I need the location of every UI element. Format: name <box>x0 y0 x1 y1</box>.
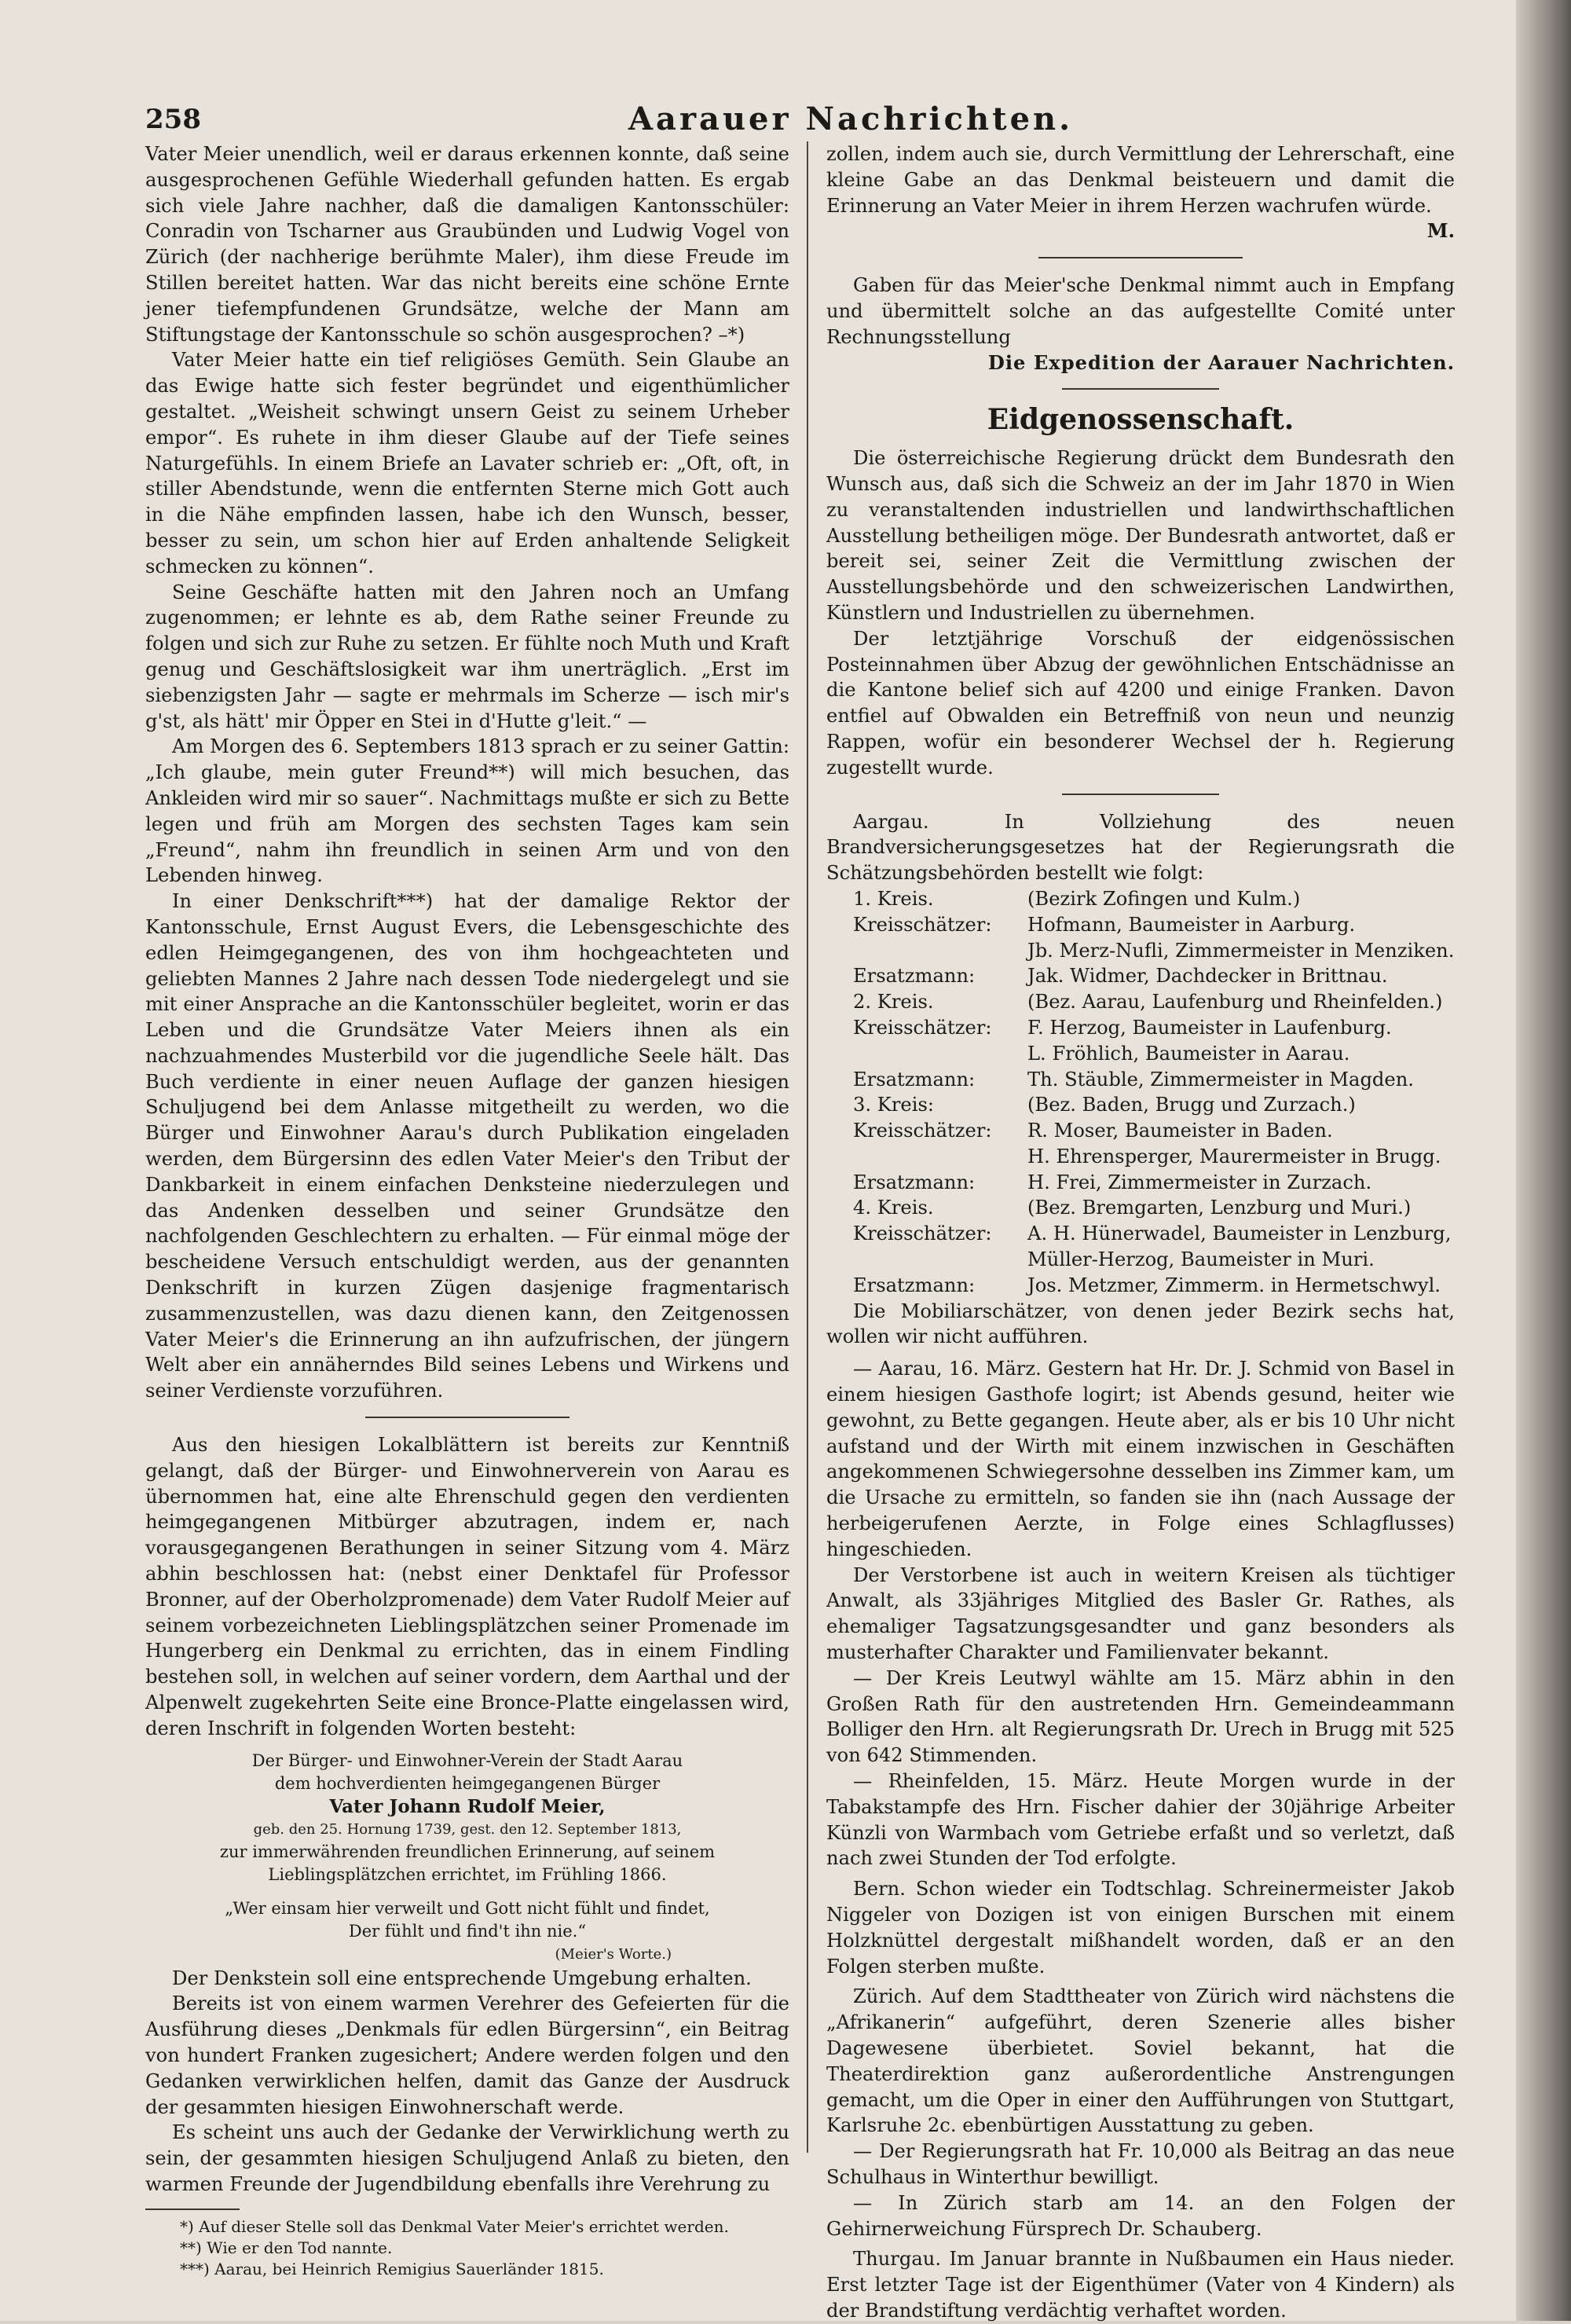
inscription-quote: Der fühlt und find't ihn nie.“ <box>348 1921 587 1941</box>
kreis-list <box>826 886 1455 1299</box>
kreis-role <box>853 1144 1027 1170</box>
kreis-row <box>853 1015 1455 1041</box>
footnote: **) Wie er den Tod nannte. <box>180 2238 393 2257</box>
kreis-role: 2. Kreis. <box>853 991 934 1014</box>
paragraph: Zürich. Auf dem Stadttheater von Zürich wird nächstens die „Afrikanerin“ aufgeführt, deren Szenerie alles bisher Dagewesene überbietet. Soviel bekannt, hat die Theaterdirektion ganz außerordentliche Anstrengungen gemacht, um die Oper in einer den Aufführungen von Stuttgart, Karlsruhe 2c. ebenbürtigen Ausstattung zu geben. <box>826 1985 1455 2137</box>
paragraph: — Der Regierungsrath hat Fr. 10,000 als Beitrag an das neue Schulhaus in Winterthur bewilligt. <box>826 2140 1455 2188</box>
binding-gutter <box>1516 0 1571 2321</box>
paragraph: Gaben für das Meier'sche Denkmal nimmt auch in Empfang und übermittelt solche an das aufgestellte Comité unter Rechnungsstellung <box>826 274 1455 348</box>
kreis-row <box>853 886 1455 912</box>
kreis-entry: L. Fröhlich, Baumeister in Aarau. <box>1027 1042 1350 1065</box>
inscription-quote: „Wer einsam hier verweilt und Gott nicht fühlt und findet, <box>225 1898 710 1918</box>
footnote: *) Auf dieser Stelle soll das Denkmal Vater Meier's errichtet werden. <box>180 2216 729 2236</box>
paragraph: Der letztjährige Vorschuß der eidgenössischen Posteinnahmen über Abzug der gewöhnlichen Entschädnisse an die Kantone belief sich auf 4200 und einige Franken. Davon entfiel auf Obwalden ein Betreffniß von neun und neunzig Rappen, wofür ein besonderer Wechsel der h. Regierung zugestellt wurde. <box>826 627 1455 779</box>
kreis-role: 3. Kreis: <box>853 1094 935 1116</box>
kreis-role: Kreisschätzer: <box>853 1120 992 1142</box>
kreis-row <box>853 1041 1455 1067</box>
paragraph: Die Mobiliarschätzer, von denen jeder Bezirk sechs hat, wollen wir nicht aufführen. <box>826 1299 1455 1348</box>
signature: M. <box>1426 219 1455 243</box>
paragraph: Bereits ist von einem warmen Verehrer des Gefeierten für die Ausführung dieses „Denkmals für edlen Bürgersinn“, ein Beitrag von hundert Franken zugesichert; Andere werden folgen und den Gedanken verwirklichen helfen, damit das Ganze der Ausdruck der gesammten hiesigen Einwohnerschaft werde. <box>145 1992 789 2118</box>
footnote-rule <box>145 2209 240 2210</box>
kreis-role: Kreisschätzer: <box>853 913 992 936</box>
kreis-entry: R. Moser, Baumeister in Baden. <box>1027 1120 1333 1142</box>
kreis-row <box>853 1273 1455 1299</box>
kreis-entry: A. H. Hünerwadel, Baumeister in Lenzburg, <box>1027 1222 1452 1245</box>
kreis-role: Kreisschätzer: <box>853 1222 992 1245</box>
paragraph: Aargau. In Vollziehung des neuen Brandversicherungsgesetzes hat der Regierungsrath die Schätzungsbehörden bestellt wie folgt: <box>826 810 1455 885</box>
kreis-entry: (Bez. Aarau, Laufenburg und Rheinfelden.) <box>1027 991 1443 1014</box>
left-column <box>145 141 789 2280</box>
page-header <box>145 101 1481 143</box>
inscription-line: Der Bürger- und Einwohner-Verein der Stadt Aarau <box>251 1750 683 1770</box>
kreis-row <box>853 963 1455 989</box>
kreis-role <box>853 1247 1027 1273</box>
kreis-row <box>853 1092 1455 1118</box>
kreis-entry: Müller-Herzog, Baumeister in Muri. <box>1027 1248 1375 1271</box>
footnote: ***) Aarau, bei Heinrich Remigius Sauerländer 1815. <box>180 2259 604 2278</box>
kreis-row <box>853 1195 1455 1221</box>
kreis-entry: Jb. Merz-Nufli, Zimmermeister in Menziken. <box>1027 939 1455 962</box>
inscription-name: Vater Johann Rudolf Meier, <box>329 1795 606 1817</box>
paragraph: Vater Meier hatte ein tief religiöses Gemüth. Sein Glaube an das Ewige hatte sich fester begründet und eigenthümlicher gestaltet. „Weisheit schwingt unsern Geist zu seinem Urheber empor“. Es ruhete in ihm dieser Glaube auf der Tiefe seines Naturgefühls. In einem Briefe an Lavater schrieb er: „Oft, oft, in stiller Abendstunde, wenn die entfernten Sterne mich Gott auch in die Nähe empfinden lassen, habe ich den Wunsch, besser, besser zu sein, um schon hier auf Erden anhaltende Seligkeit schmecken zu können“. <box>145 349 789 577</box>
paragraph: In einer Denkschrift***) hat der damalige Rektor der Kantonsschule, Ernst August Evers, die Lebensgeschichte des edlen Heimgegangenen, des von ihm hochgeachteten und geliebten Mannes 2 Jahre nach dessen Tode niedergelegt und sie mit einer Ansprache an die Kantonsschüler begleitet, worin er das Leben und die Grundsätze Vater Meiers ihnen als ein nachzuahmendes Musterbild vor die jugendliche Seele hält. Das Buch verdiente in einer neuen Auflage der ganzen hiesigen Schuljugend bei dem Anlasse mitgetheilt zu werden, wo die Bürger und Einwohner Aarau's durch Publikation eingeladen werden, dem Bürgersinn des edlen Vater Meier's den Tribut der Dankbarkeit in einem einfachen Denksteine niederzulegen und das Andenken desselben und seiner Grundsätze den nachfolgenden Geschlechtern zu erhalten. — Für einmal möge der bescheidene Versuch entschuldigt werden, aus der genannten Denkschrift in kurzen Zügen dasjenige fragmentarisch zusammenzustellen, was dazu dienen kann, den Zeitgenossen Vater Meier's die Erinnerung an ihn aufzufrischen, der jüngern Welt aber ein annäherndes Bild seines Lebens und Wirkens und seiner Verdienste vorzuführen. <box>145 890 789 1402</box>
kreis-role <box>853 938 1027 964</box>
kreis-row <box>853 1144 1455 1170</box>
kreis-entry: H. Ehrensperger, Maurermeister in Brugg. <box>1027 1145 1441 1167</box>
right-column <box>826 141 1455 2324</box>
kreis-role: 4. Kreis. <box>853 1197 934 1219</box>
kreis-entry: Jos. Metzmer, Zimmerm. in Hermetschwyl. <box>1027 1274 1441 1296</box>
paragraph: — In Zürich starb am 14. an den Folgen der Gehirnerweichung Fürsprech Dr. Schauberg. <box>826 2191 1455 2240</box>
separator-rule <box>365 1417 569 1418</box>
kreis-entry: (Bezirk Zofingen und Kulm.) <box>1027 887 1301 910</box>
kreis-entry: (Bez. Bremgarten, Lenzburg und Muri.) <box>1027 1197 1412 1219</box>
paragraph: Vater Meier unendlich, weil er daraus erkennen konnte, daß seine ausgesprochenen Gefühle Wiederhall gefunden hatten. Es ergab sich viele Jahre nachher, daß die damaligen Kantonsschüler: Conradin von Tscharner aus Graubünden und Ludwig Vogel von Zürich (der nachherige berühmte Maler), ihm diese Freude im Stillen bereitet hatten. War das nicht bereits eine schöne Ernte jener tiefempfundenen Grundsätze, welche der Mann am Stiftungstage der Kantonsschule so schön ausgesprochen? –*) <box>145 143 789 346</box>
separator-rule <box>1062 388 1219 390</box>
footnotes <box>145 2216 789 2280</box>
inscription-block <box>145 1750 789 1966</box>
kreis-role: Ersatzmann: <box>853 1171 976 1193</box>
separator-rule <box>1038 257 1243 258</box>
column-divider <box>807 141 808 2153</box>
kreis-role <box>853 1041 1027 1067</box>
section-title: Eidgenossenschaft. <box>987 403 1295 437</box>
masthead-title: Aarauer Nachrichten. <box>628 101 1074 137</box>
kreis-role: Ersatzmann: <box>853 1068 976 1091</box>
paragraph: Der Verstorbene ist auch in weitern Kreisen als tüchtiger Anwalt, als 33jähriges Mitglied des Basler Gr. Rathes, als ehemaliger Tagsatzungsgesandter und ganz besonders als musterhafter Charakter und Familienvater bekannt. <box>826 1563 1455 1664</box>
kreis-entry: F. Herzog, Baumeister in Laufenburg. <box>1027 1016 1392 1039</box>
paragraph: Thurgau. Im Januar brannte in Nußbaumen ein Haus nieder. Erst letzter Tage ist der Eigenthümer (Vater von 4 Kindern) als der Brandstiftung verdächtig verhaftet worden. <box>826 2248 1455 2322</box>
inscription-line: zur immerwährenden freundlichen Erinnerung, auf seinem <box>219 1842 716 1861</box>
inscription-attribution: (Meier's Worte.) <box>555 1945 672 1963</box>
kreis-row <box>853 1247 1455 1273</box>
kreis-entry: Hofmann, Baumeister in Aarburg. <box>1027 913 1356 936</box>
kreis-row <box>853 1118 1455 1144</box>
page-number: 258 <box>145 104 201 135</box>
paragraph: Der Denkstein soll eine entsprechende Umgebung erhalten. <box>172 1967 752 1989</box>
separator-rule <box>1062 794 1219 795</box>
kreis-entry: (Bez. Baden, Brugg und Zurzach.) <box>1027 1094 1356 1116</box>
kreis-row <box>853 912 1455 938</box>
paragraph: Es scheint uns auch der Gedanke der Verwirklichung werth zu sein, der gesammten hiesigen Schuljugend Anlaß zu bieten, den warmen Freunde der Jugendbildung ebenfalls ihre Verehrung zu <box>145 2121 789 2195</box>
paragraph: — Aarau, 16. März. Gestern hat Hr. Dr. J. Schmid von Basel in einem hiesigen Gasthofe logirt; ist Abends gesund, heiter wie gewohnt, zu Bette gegangen. Heute aber, als er bis 10 Uhr nicht aufstand und der Wirth mit einem inzwischen in Geschäften angekommenen Schwiegersohne desselben ins Zimmer kam, um die Ursache zu ermitteln, so fanden sie ihn (nach Aussage der herbeigerufenen Aerzte, in Folge eines Schlagflusses) hingeschieden. <box>826 1358 1455 1560</box>
paragraph: Bern. Schon wieder ein Todtschlag. Schreinermeister Jakob Niggeler von Dozigen ist von einigen Burschen mit einem Holzknüttel dergestalt mißhandelt worden, daß er an den Folgen sterben mußte. <box>826 1878 1455 1978</box>
expedition-line: Die Expedition der Aarauer Nachrichten. <box>987 350 1455 374</box>
kreis-role: Kreisschätzer: <box>853 1016 992 1039</box>
kreis-row <box>853 938 1455 964</box>
inscription-line: dem hochverdienten heimgegangenen Bürger <box>274 1773 661 1793</box>
inscription-dates: geb. den 25. Hornung 1739, gest. den 12. September 1813, <box>253 1820 682 1838</box>
kreis-entry: Th. Stäuble, Zimmermeister in Magden. <box>1027 1068 1414 1091</box>
kreis-entry: Jak. Widmer, Dachdecker in Brittnau. <box>1027 965 1388 988</box>
paragraph: — Der Kreis Leutwyl wählte am 15. März abhin in den Großen Rath für den austretenden Hrn. Gemeindeammann Bolliger den Hrn. alt Regierungsrath Dr. Urech in Brugg mit 525 von 642 Stimmenden. <box>826 1666 1455 1767</box>
paragraph: Aus den hiesigen Lokalblättern ist bereits zur Kenntniß gelangt, daß der Bürger- und Einwohnerverein von Aarau es übernommen hat, eine alte Ehrenschuld gegen den verdienten heimgegangenen Mitbürger abzutragen, indem er, nach vorausgegangenen Berathungen in seiner Sitzung vom 4. März abhin beschlossen hat: (nebst einer Denktafel für Professor Bronner, auf der Oberholzpromenade) dem Vater Rudolf Meier auf seinem vorbezeichneten Lieblingsplätzchen seiner Promenade im Hungerberg ein Denkmal zu errichten, das in einem Findling bestehen soll, in welchen auf seiner vordern, dem Aarthal und der Alpenwelt zugekehrten Seite eine Bronce-Platte eingelassen wird, deren Inschrift in folgenden Worten besteht: <box>145 1434 789 1739</box>
paragraph: Am Morgen des 6. Septembers 1813 sprach er zu seiner Gattin: „Ich glaube, mein guter Freund**) will mich besuchen, das Ankleiden wird mir so sauer“. Nachmittags mußte er sich zu Bette legen und früh am Morgen des sechsten Tages kam sein „Freund“, nahm ihn freundlich in seinen Arm und von den Lebenden hinweg. <box>145 735 789 887</box>
kreis-entry: H. Frei, Zimmermeister in Zurzach. <box>1027 1171 1372 1193</box>
paragraph: Die österreichische Regierung drückt dem Bundesrath den Wunsch aus, daß sich die Schweiz an der im Jahr 1870 in Wien zu veranstaltenden industriellen und landwirthschaftlichen Ausstellung betheiligen möge. Der Bundesrath antwortet, daß er bereit sei, seiner Zeit die Vermittlung zwischen der Ausstellungsbehörde und den schweizerischen Landwirthen, Künstlern und Industriellen zu übernehmen. <box>826 447 1455 624</box>
kreis-role: Ersatzmann: <box>853 1274 976 1296</box>
paragraph: Seine Geschäfte hatten mit den Jahren noch an Umfang zugenommen; er lehnte es ab, dem Rathe seiner Freunde zu folgen und sich zur Ruhe zu setzen. Er fühlte noch Muth und Kraft genug und Geschäftslosigkeit war ihm unerträglich. „Erst im siebenzigsten Jahr — sagte er mehrmals im Scherze — isch mir's g'st, als hätt' mir Öpper en Stei in d'Hutte g'leit.“ — <box>145 581 789 732</box>
kreis-role: 1. Kreis. <box>853 887 934 910</box>
kreis-row <box>853 1221 1455 1247</box>
kreis-row <box>853 1170 1455 1196</box>
inscription-line: Lieblingsplätzchen errichtet, im Frühling 1866. <box>268 1864 667 1884</box>
paragraph: — Rheinfelden, 15. März. Heute Morgen wurde in der Tabakstampfe des Hrn. Fischer dahier der 30jährige Arbeiter Künzli von Warmbach vom Getriebe erfaßt und so verletzt, daß nach zwei Stunden der Tod erfolgte. <box>826 1770 1455 1870</box>
kreis-role: Ersatzmann: <box>853 965 976 988</box>
paragraph: zollen, indem auch sie, durch Vermittlung der Lehrerschaft, eine kleine Gabe an das Denkmal beisteuern und damit die Erinnerung an Vater Meier in ihrem Herzen wachrufen würde. <box>826 143 1455 217</box>
kreis-row <box>853 989 1455 1015</box>
kreis-row <box>853 1067 1455 1093</box>
